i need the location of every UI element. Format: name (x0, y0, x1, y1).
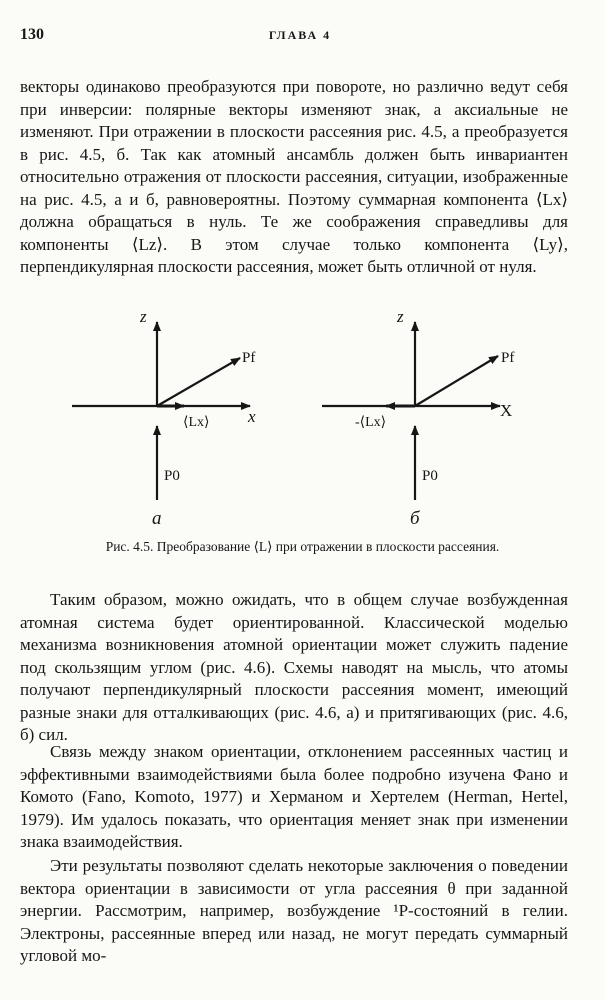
panel-b-z-label: z (397, 307, 404, 326)
panel-b-p0-label: P0 (422, 468, 438, 484)
panel-a (72, 307, 256, 529)
paragraph-1: векторы одинаково преобразуются при повороте, но различно ведут себя при инверсии: полярные векторы изменяют знак, а аксиальные не изменяют. При отражении в плоскости рассеяния рис. 4.5, а преобразуется в рис. 4.5, б. Так как атомный ансамбль должен быть инвариантен относительно отражения от плоскости рассеяния, ситуации, изображенные на рис. 4.5, а и б, равновероятны. Поэтому суммарная компонента ⟨Lx⟩ должна обращаться в нуль. Те же соображения справедливы для компоненты ⟨Lz⟩. В этом случае только компонента ⟨Ly⟩, перпендикулярная плоскости рассеяния, может быть отличной от нуля. (20, 77, 568, 276)
panel-b-pf-label: Pf (501, 350, 515, 366)
chapter-title: ГЛАВА 4 (268, 28, 332, 42)
paragraph-2: Таким образом, можно ожидать, что в общем случае возбужденная атомная система будет ориентированной. Классической моделью механизма возникновения атомной ориентации может служить падение под скользящим углом (рис. 4.6). Схемы наводят на мысль, что атомы получают перпендикулярный плоскости рассеяния момент, имеющий разные знаки для отталкивающих (рис. 4.6, а) и притягивающих (рис. 4.6, б) сил. (20, 590, 568, 744)
panel-a-pf-vector (157, 358, 240, 406)
panel-b-x-label: X (500, 401, 513, 420)
panel-a-caption-letter: а (152, 508, 162, 529)
panel-a-p0-label: P0 (164, 468, 180, 484)
figure-4-5 (60, 300, 560, 532)
panel-a-lx-label: ⟨Lx⟩ (183, 415, 210, 430)
panel-b-lx-label: -⟨Lx⟩ (355, 415, 387, 430)
panel-b (322, 307, 514, 529)
paragraph-3: Связь между знаком ориентации, отклонением рассеянных частиц и эффективными взаимодействиями была более подробно изучена Фано и Комото (Fano, Komoto, 1977) и Херманом и Хертелем (Herman, Hertel, 1979). Им удалось показать, что ориентация меняет знак при изменении знака взаимодействия. (20, 742, 568, 851)
panel-b-caption-letter: б (410, 508, 420, 529)
paragraph-4: Эти результаты позволяют сделать некоторые заключения о поведении вектора ориентации в зависимости от угла рассеяния θ при заданной энергии. Рассмотрим, например, возбуждение ¹P-состояний в гелии. Электроны, рассеянные вперед или назад, не могут передать суммарный угловой мо- (20, 856, 568, 965)
page-number: 130 (20, 26, 44, 43)
page-header (20, 26, 580, 50)
figure-caption: Рис. 4.5. Преобразование ⟨L⟩ при отражении в плоскости рассеяния. (105, 539, 500, 554)
panel-a-z-label: z (140, 307, 147, 326)
figure-diagram (60, 300, 560, 532)
panel-a-x-label: x (248, 407, 256, 426)
panel-b-pf-vector (415, 356, 498, 406)
panel-a-pf-label: Pf (242, 350, 256, 366)
